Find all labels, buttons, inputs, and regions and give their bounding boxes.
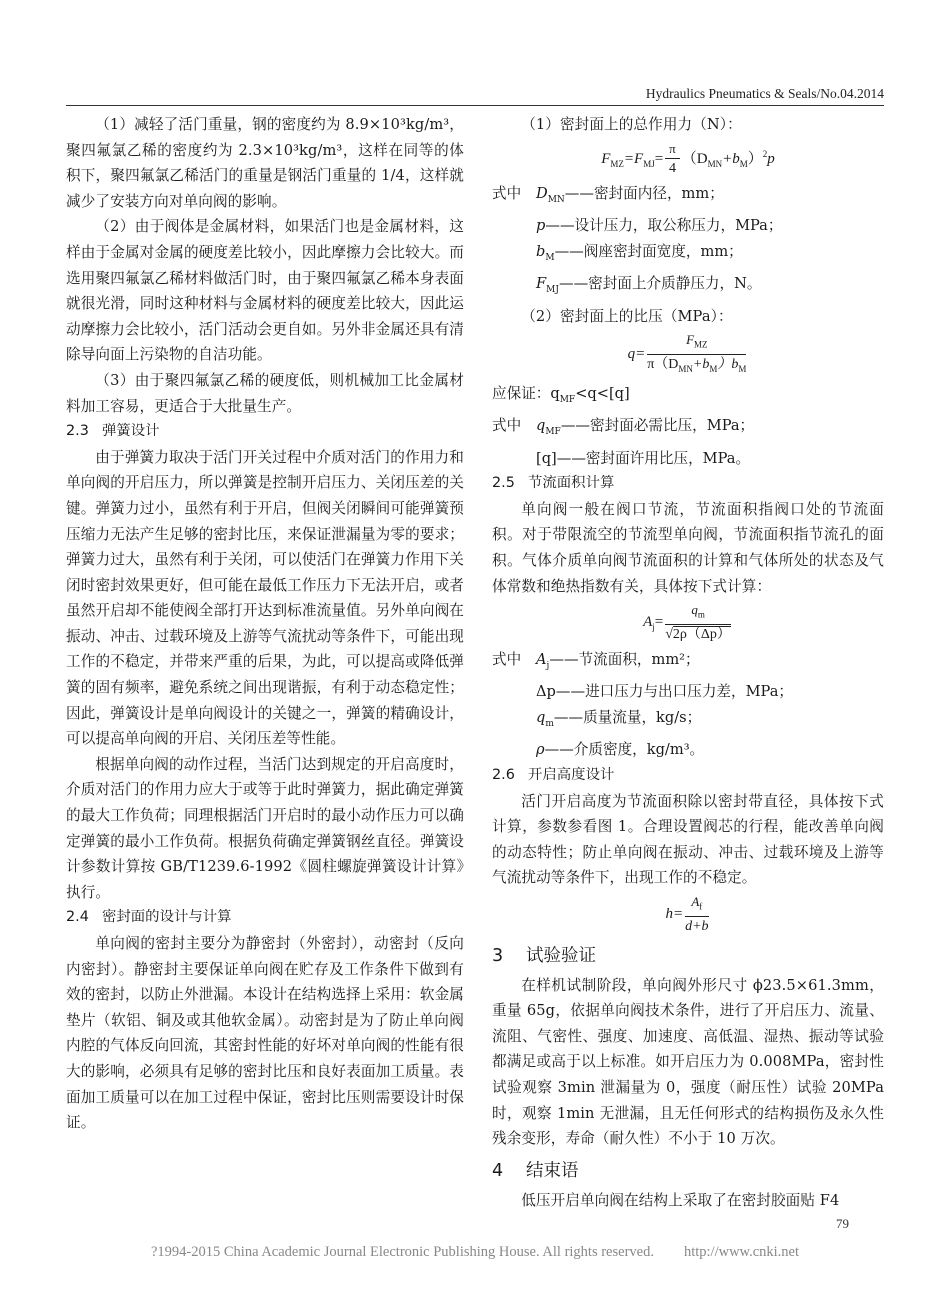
left-column <box>66 112 464 1136</box>
section-title: 弹簧设计 <box>102 423 160 440</box>
paragraph-specific-pressure: （2）密封面上的比压（MPa）： <box>521 307 733 325</box>
section-title: 开启高度设计 <box>528 767 615 784</box>
section-heading-3 <box>492 939 884 973</box>
condition-row <box>492 381 884 414</box>
definition-subscript: MJ <box>546 285 559 296</box>
definition-text: ——进口压力与出口压力差，MPa； <box>555 683 794 701</box>
formula-symbol: h= <box>665 906 684 923</box>
formula-subscript: MN <box>707 158 723 169</box>
formula-superscript: 2 <box>762 148 768 159</box>
formula-subscript: MZ <box>610 158 624 169</box>
formula-subscript: MZ <box>694 339 708 350</box>
formula-symbol: ）b <box>717 356 739 372</box>
formula-symbol: ） <box>747 150 763 167</box>
paragraph-throttle: 单向阀一般在阀口节流，节流面积指阀口处的节流面积。对于带限流空的节流型单向阀，节流面积指节流孔的面积。气体介质单向阀节流面积的计算和气体所处的状态及气体常数和绝热指数有关，具体按下式计算： <box>492 500 884 595</box>
definition-row <box>492 737 884 763</box>
definition-symbol: F <box>536 275 547 293</box>
paragraph-advantage-3: （3）由于聚四氟氯乙稀的硬度低，则机械加工比金属材料加工容易，更适合于大批量生产。 <box>66 371 464 415</box>
definition-text: ——设计压力，取公称压力，MPa； <box>545 217 783 235</box>
section-title: 节流面积计算 <box>528 475 615 492</box>
definition-row <box>492 271 884 304</box>
where-label: 式中 <box>492 650 522 668</box>
definition-subscript: j <box>546 660 550 671</box>
formula-symbol: = <box>654 150 664 167</box>
definition-symbol: q <box>536 708 546 726</box>
section-title: 结束语 <box>526 1160 579 1181</box>
journal-header: Hydraulics Pneumatics & Seals/No.04.2014 <box>645 86 884 101</box>
right-column <box>492 112 884 1213</box>
definition-row <box>492 705 884 738</box>
formula-symbol: =F <box>623 150 644 167</box>
condition-text: 应保证：q <box>492 384 560 402</box>
formula-symbol: +b <box>722 150 740 167</box>
formula-subscript: MJ <box>643 158 655 169</box>
definition-symbol: ρ <box>536 741 545 759</box>
section-heading-2-3 <box>66 419 464 445</box>
fraction-numerator <box>665 601 731 625</box>
where-label: 式中 <box>492 417 522 435</box>
definition-text: ——节流面积，mm²； <box>549 650 700 668</box>
definition-row <box>492 239 884 272</box>
formula-opening-height <box>492 893 884 937</box>
section-heading-2-6 <box>492 763 884 789</box>
paragraph-verification: 在样机试制阶段，单向阀外形尺寸 ϕ23.5×61.3mm，重量 65g，依据单向阀技术条件，进行了开启压力、流量、流阻、气密性、强度、加速度、高低温、湿热、振动等试验都满足或高于以上标准。如开启压力为 0.008MPa，密封性试验观察 3min 泄漏量为 0，强度（耐压性）试验 20MPa 时，观察 1min 无泄漏，且无任何形式的结构损伤及永久性残余变形，寿命（耐久性）不小于 10 万次。 <box>492 976 884 1148</box>
formula-symbol: F <box>601 150 611 167</box>
section-title: 密封面的设计与计算 <box>102 909 232 926</box>
section-title: 试验验证 <box>526 945 596 966</box>
definition-row <box>492 446 884 472</box>
definition-text: ——密封面必需比压，MPa； <box>560 417 755 435</box>
section-number: 4 <box>492 1160 504 1181</box>
definition-text: ——密封面内径，mm； <box>564 184 724 202</box>
section-number: 2.3 <box>66 423 89 440</box>
definition-text: ——密封面上介质静压力，N。 <box>558 275 762 293</box>
formula-total-force <box>492 140 884 179</box>
definition-symbol: [q] <box>536 449 557 467</box>
formula-fraction <box>647 331 746 378</box>
formula-symbol: = <box>654 614 664 631</box>
formula-specific-pressure <box>492 331 884 378</box>
definition-text: ——密封面许用比压，MPa。 <box>556 449 751 467</box>
definitions-pressure <box>492 381 884 472</box>
fraction-numerator <box>685 893 708 917</box>
section-heading-2-5 <box>492 471 884 497</box>
formula-symbol: 2ρ（Δp） <box>672 626 731 642</box>
definition-symbol: D <box>536 184 548 202</box>
formula-subscript: M <box>709 363 718 374</box>
definitions-force <box>492 181 884 304</box>
where-label: 式中 <box>492 184 522 202</box>
definition-subscript: MF <box>545 427 561 438</box>
formula-symbol: π（D <box>647 356 679 372</box>
copyright-line <box>0 1244 950 1261</box>
formula-throttle-area <box>492 601 884 645</box>
definition-symbol: q <box>536 417 546 435</box>
fraction-numerator <box>647 331 746 355</box>
formula-symbol: d+b <box>685 918 709 934</box>
definition-row <box>492 213 884 239</box>
formula-symbol: q= <box>627 346 646 363</box>
paragraph-spring-1: 由于弹簧力取决于活门开关过程中介质对活门的作用力和单向阀的开启压力，所以弹簧是控制开启压力、关闭压差的关键。弹簧力过小，虽然有利于开启，但阀关闭瞬间可能弹簧预压缩力无法产生足够的密封比压，来保证泄漏量为零的要求；弹簧力过大，虽然有利于关闭，可以使活门在弹簧力作用下关闭时密封效果更好，但可能在最低工作压力下无法开启，或者虽然开启却不能使阀全部打开达到标准流量值。另外单向阀在振动、冲击、过载环境及上游等气流扰动等条件下，可能出现工作的不稳定，并带来严重的后果，为此，可以提高或降低弹簧的固有频率，避免系统之间出现谐振，有利于动态稳定性；因此，弹簧设计是单向阀设计的关键之一，弹簧的精确设计，可以提高单向阀的开启、关闭压差等性能。 <box>66 448 464 748</box>
formula-subscript: m <box>697 609 705 620</box>
definition-subscript: MN <box>547 194 565 205</box>
paragraph-total-force: （1）密封面上的总作用力（N）： <box>521 116 742 133</box>
definition-symbol: b <box>536 242 546 260</box>
paragraph-advantage-1: （1）减轻了活门重量，钢的密度约为 8.9×10³kg/m³，聚四氟氯乙稀的密度约为 2.3×10³kg/m³，这样在同等的体积下，聚四氟氯乙稀活门的重量是钢活门重量的 1/4，这样就减少了安装方向对单向阀的影响。 <box>66 116 464 210</box>
section-number: 2.4 <box>66 909 89 926</box>
section-number: 2.6 <box>492 767 515 784</box>
formula-symbol: q <box>691 602 698 618</box>
section-number: 3 <box>492 945 504 966</box>
definition-text: ——介质密度，kg/m³。 <box>544 741 705 759</box>
paragraph-opening-height: 活门开启高度为节流面积除以密封带直径，具体按下式计算，参数参看图 1。合理设置阀芯的行程，能改善单向阀的动态特性；防止单向阀在振动、冲击、过载环境及上游等气流扰动等条件下，出现工作的不稳定。 <box>492 792 884 887</box>
condition-text: <q<[q] <box>575 384 630 402</box>
sqrt-icon: √ <box>665 626 673 642</box>
definition-row <box>492 413 884 446</box>
definitions-throttle <box>492 647 884 763</box>
page-number: 79 <box>836 1216 849 1231</box>
fraction-denominator <box>665 625 731 645</box>
formula-subscript: M <box>739 158 748 169</box>
formula-subscript: f <box>699 901 703 912</box>
fraction-denominator <box>647 355 746 379</box>
formula-fraction <box>685 893 708 937</box>
definition-subscript: M <box>545 252 555 263</box>
formula-fraction <box>665 601 731 645</box>
definition-symbol: Δp <box>536 683 556 701</box>
definition-row <box>492 181 884 214</box>
paragraph-conclusion: 低压开启单向阀在结构上采取了在密封胶面贴 F4 <box>521 1191 840 1209</box>
paragraph-advantage-2: （2）由于阀体是金属材料，如果活门也是金属材料，这样由于金属对金属的硬度差比较小，因此摩擦力会比较大。而选用聚四氟氯乙稀材料做活门时，由于聚四氟氯乙稀本身表面就很光滑，同时这种材料与金属材料的硬度差比较大，因此运动摩擦力会比较小，活门活动会更自如。另外非金属还具有清除导向面上污染物的自洁功能。 <box>66 218 464 364</box>
formula-symbol: F <box>686 332 695 348</box>
formula-symbol: p <box>767 150 775 167</box>
paragraph-spring-2: 根据单向阀的动作过程，当活门达到规定的开启高度时，介质对活门的作用力应大于或等于此时弹簧力，据此确定弹簧的最大工作负荷；同理根据活门开启时的最小动作压力可以确定弹簧的最小工作负荷。根据负荷确定弹簧钢丝直径。弹簧设计参数计算按 GB/T1239.6-1992《圆柱螺旋弹簧设计计算》执行。 <box>66 755 464 901</box>
cnki-url: http://www.cnki.net <box>683 1244 799 1260</box>
fraction-numerator: π <box>665 140 680 159</box>
definition-symbol: A <box>536 650 547 668</box>
condition-subscript: MF <box>559 394 576 405</box>
formula-symbol: A <box>643 614 653 631</box>
copyright-text: ?1994-2015 China Academic Journal Electronic Publishing House. All rights reserved. <box>150 1244 654 1260</box>
formula-subscript: MN <box>678 363 693 374</box>
definition-symbol: p <box>536 217 546 235</box>
formula-fraction <box>665 140 680 179</box>
section-heading-4 <box>492 1154 884 1188</box>
definition-text: ——质量流量，kg/s； <box>553 708 702 726</box>
formula-subscript: M <box>738 363 747 374</box>
formula-subscript: j <box>652 622 655 633</box>
section-number: 2.5 <box>492 475 515 492</box>
definition-row <box>492 647 884 680</box>
running-header <box>66 84 884 106</box>
section-heading-2-4 <box>66 905 464 931</box>
formula-symbol: +b <box>692 356 710 372</box>
paragraph-seal: 单向阀的密封主要分为静密封（外密封），动密封（反向内密封）。静密封主要保证单向阀在贮存及工作条件下做到有效的密封，以防止外泄漏。本设计在结构选择上采用：软金属垫片（软铝、铜及或其他软金属）。动密封是为了防止单向阀内腔的气体反向回流，其密封性能的好坏对单向阀的性能有很大的影响，必须具有足够的密封比压和良好表面加工质量。表面加工质量可以在加工过程中保证，密封比压则需要设计时保证。 <box>66 935 464 1132</box>
definition-subscript: m <box>545 718 554 729</box>
formula-symbol: （D <box>681 150 708 167</box>
definition-row <box>492 679 884 705</box>
formula-symbol: A <box>691 893 700 909</box>
definition-text: ——阀座密封面宽度，mm； <box>554 242 743 260</box>
fraction-denominator <box>685 917 708 937</box>
fraction-denominator: 4 <box>668 160 676 176</box>
